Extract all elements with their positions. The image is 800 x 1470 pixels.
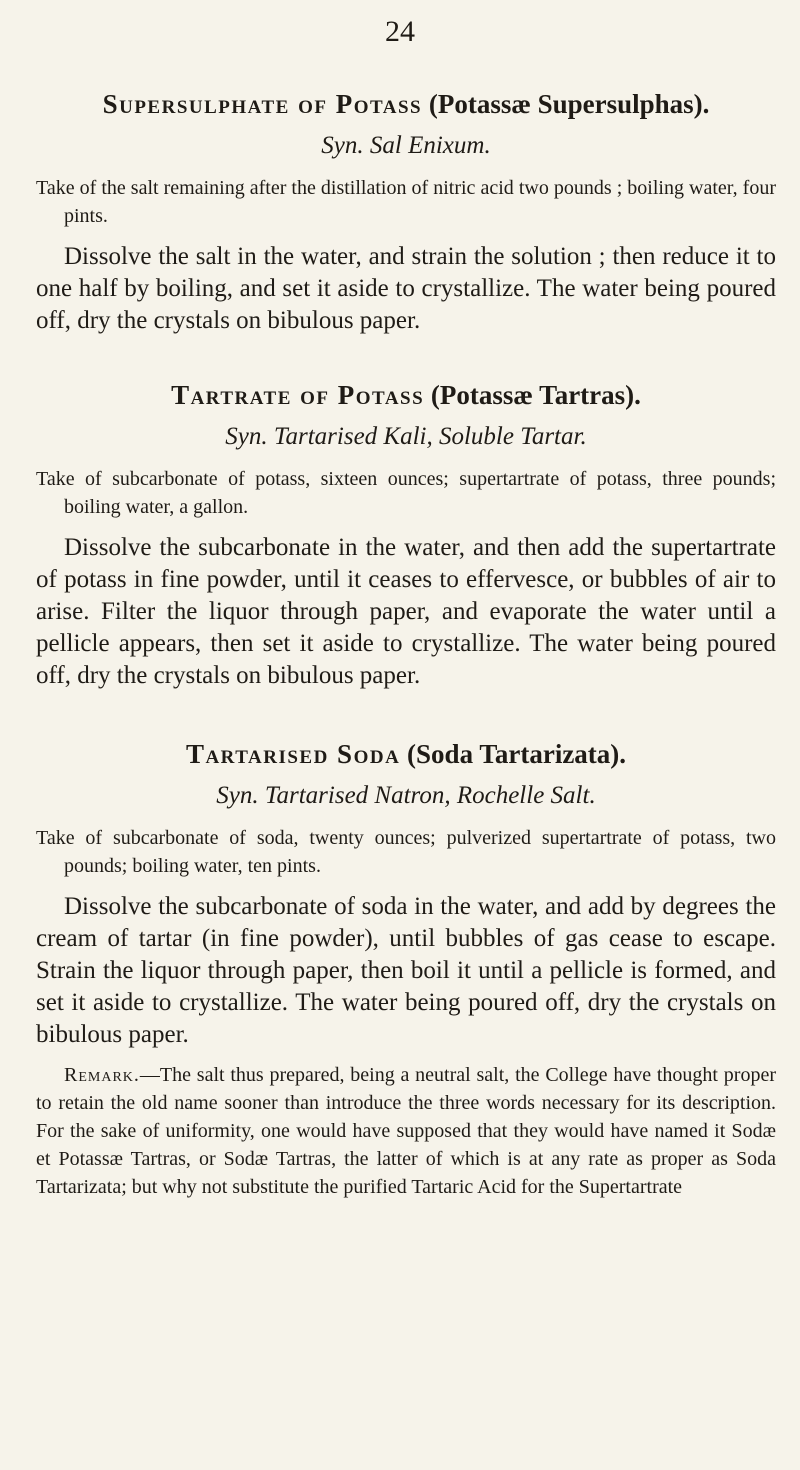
recipe-paragraph: Take of subcarbonate of potass, sixteen ounces; supertartrate of potass, three pounds; boiling water, a gallon. [36, 468, 776, 518]
page-number: 24 [385, 15, 415, 48]
synonym-line: Syn. Sal Enixum. [321, 132, 491, 159]
remark-label: Remark. [64, 1064, 140, 1086]
synonym-line: Syn. Tartarised Natron, Rochelle Salt. [216, 782, 596, 809]
heading-english: Tartarised Soda [185, 739, 401, 769]
page-content [36, 88, 776, 1201]
remark-text: —The salt thus prepared, being a neutral salt, the College have thought proper to retain the old name sooner than introduce the three words necessary for its description. For the sake of uniformity, one would have supposed that they would have named it Sodæ et Potassæ Tartras, or Sodæ Tartras, the latter of which is at any rate as proper as Soda Tartarizata; but why not substitute the purified Tartaric Acid for the Supertartrate [36, 1064, 776, 1198]
recipe-paragraph: Take of the salt remaining after the distillation of nitric acid two pounds ; boiling water, four pints. [36, 177, 776, 227]
synonym-line: Syn. Tartarised Kali, Soluble Tartar. [225, 423, 587, 450]
directions-paragraph: Dissolve the salt in the water, and strain the solution ; then reduce it to one half by boiling, and set it aside to crystallize. The water being poured off, dry the crystals on bibulous paper. [36, 243, 776, 334]
section-heading-supersulphate [36, 88, 776, 120]
heading-latin: (Soda Tartarizata). [400, 739, 627, 769]
heading-latin: (Potassæ Tartras). [424, 380, 641, 410]
heading-english: Supersulphate of Potass [102, 89, 423, 119]
directions-paragraph: Dissolve the subcarbonate of soda in the water, and add by degrees the cream of tartar (in fine powder), until bubbles of gas cease to escape. Strain the liquor through paper, then boil it until a pellicle is formed, and set it aside to crystallize. The water being poured off, dry the crystals on bibulous paper. [36, 893, 776, 1048]
heading-english: Tartrate of Potass [171, 380, 425, 410]
heading-latin: (Potassæ Supersulphas). [422, 89, 710, 119]
section-heading-tartarised-soda [36, 738, 776, 770]
section-heading-tartrate [36, 379, 776, 411]
directions-paragraph: Dissolve the subcarbonate in the water, and then add the supertartrate of potass in fine powder, until it ceases to effervesce, or bubbles of air to arise. Filter the liquor through paper, and evaporate the water until a pellicle appears, then set it aside to crystallize. The water being poured off, dry the crystals on bibulous paper. [36, 534, 776, 689]
remark-paragraph [36, 1061, 776, 1201]
recipe-paragraph: Take of subcarbonate of soda, twenty ounces; pulverized supertartrate of potass, two pounds; boiling water, ten pints. [36, 827, 776, 877]
